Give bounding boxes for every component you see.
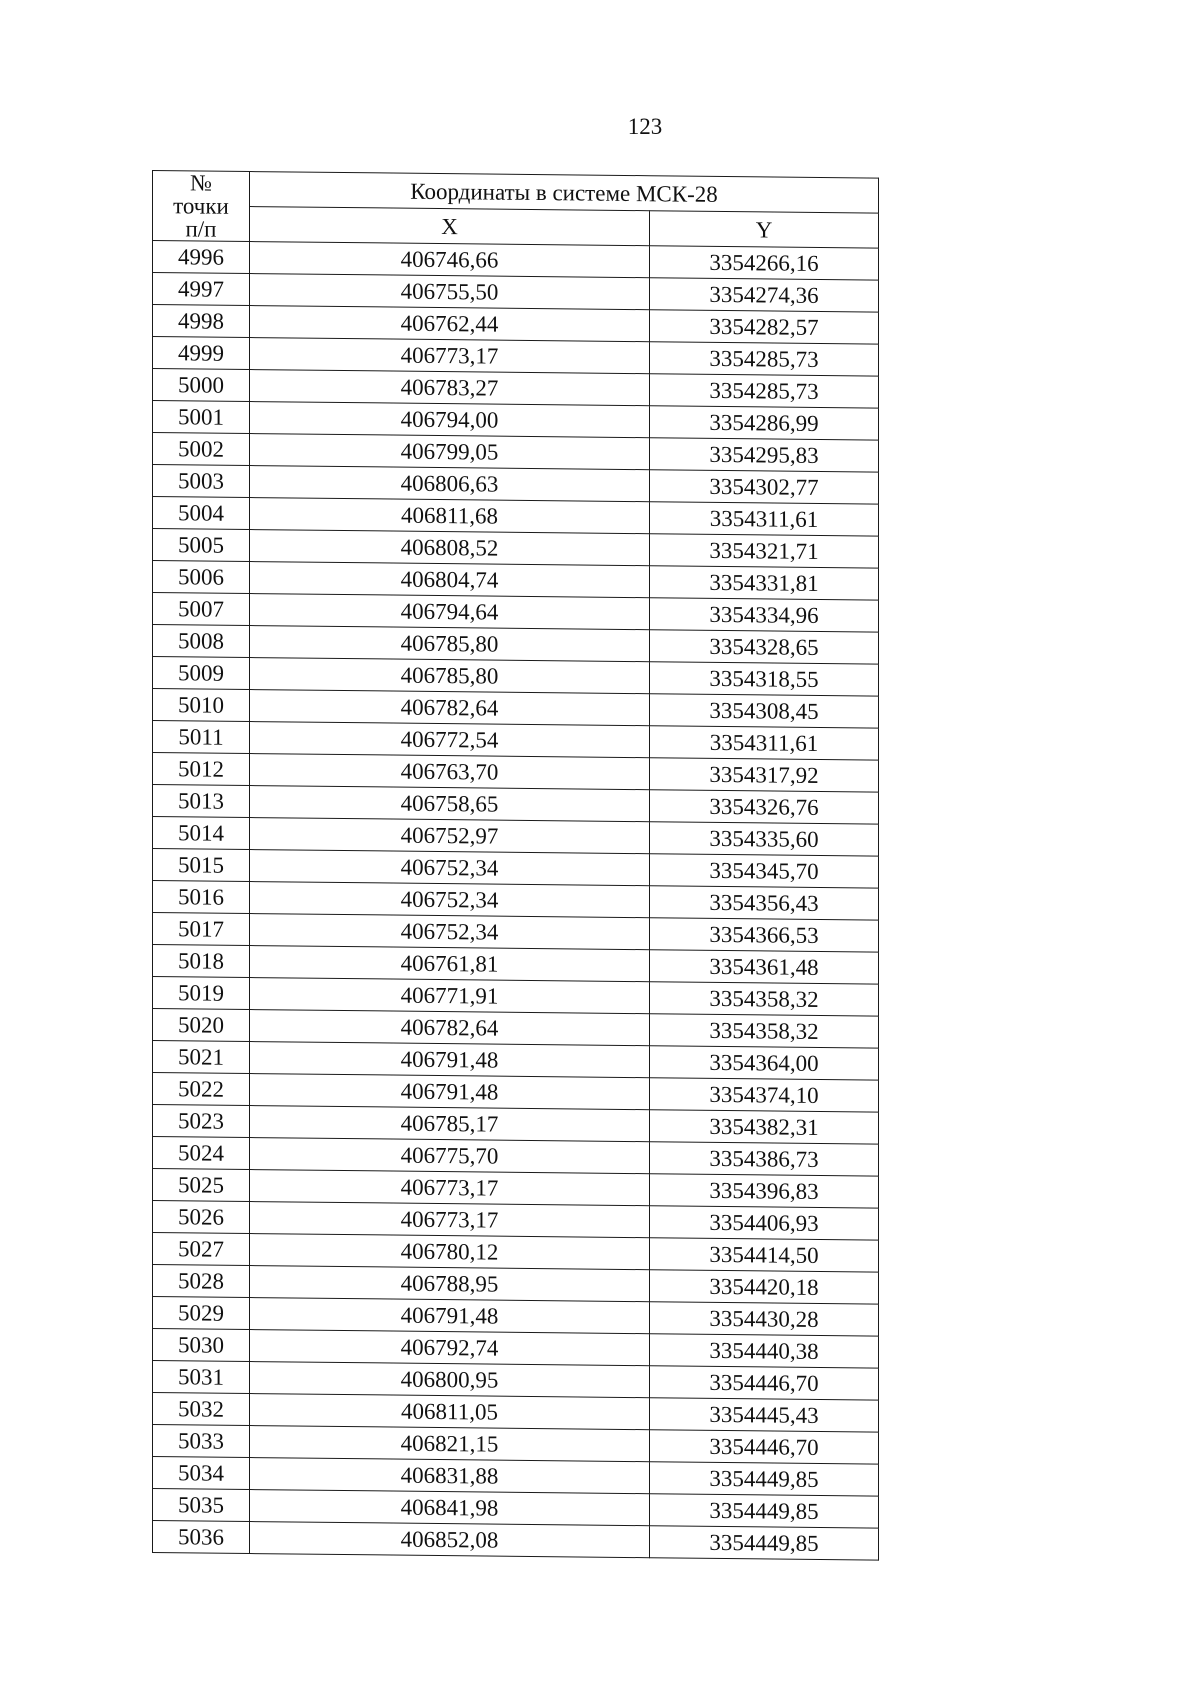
y-coordinate-cell: 3354420,18 — [650, 1270, 879, 1304]
point-number-cell: 5030 — [153, 1329, 250, 1362]
point-number-cell: 5011 — [153, 721, 250, 754]
coordinates-table — [152, 170, 879, 1561]
point-number-cell: 5009 — [153, 657, 250, 690]
point-number-cell: 5035 — [153, 1489, 250, 1522]
point-number-cell: 5032 — [153, 1393, 250, 1426]
point-number-cell: 4996 — [153, 241, 250, 274]
x-coordinate-cell: 406785,17 — [250, 1106, 650, 1142]
y-coordinate-cell: 3354406,93 — [650, 1206, 879, 1240]
y-coordinate-cell: 3354366,53 — [650, 918, 879, 952]
y-coordinate-cell: 3354361,48 — [650, 950, 879, 984]
x-coordinate-cell: 406794,64 — [250, 594, 650, 630]
y-coordinate-cell: 3354345,70 — [650, 854, 879, 888]
x-coordinate-cell: 406763,70 — [250, 754, 650, 790]
point-number-cell: 5017 — [153, 913, 250, 946]
y-coordinate-cell: 3354396,83 — [650, 1174, 879, 1208]
point-number-cell: 5015 — [153, 849, 250, 882]
y-coordinate-cell: 3354449,85 — [650, 1494, 879, 1528]
point-number-cell: 5005 — [153, 529, 250, 562]
y-coordinate-cell: 3354356,43 — [650, 886, 879, 920]
x-coordinate-cell: 406821,15 — [250, 1426, 650, 1462]
point-number-cell: 5028 — [153, 1265, 250, 1298]
y-coordinate-cell: 3354414,50 — [650, 1238, 879, 1272]
point-number-cell: 5014 — [153, 817, 250, 850]
point-number-cell: 5021 — [153, 1041, 250, 1074]
x-coordinate-cell: 406752,34 — [250, 914, 650, 950]
x-coordinate-cell: 406831,88 — [250, 1458, 650, 1494]
header-number-sign: № — [190, 170, 212, 196]
x-coordinate-cell: 406780,12 — [250, 1234, 650, 1270]
point-number-cell: 5018 — [153, 945, 250, 978]
x-coordinate-cell: 406783,27 — [250, 370, 650, 406]
table-row — [153, 1521, 879, 1561]
x-coordinate-cell: 406758,65 — [250, 786, 650, 822]
y-coordinate-cell: 3354358,32 — [650, 1014, 879, 1048]
y-coordinate-cell: 3354334,96 — [650, 598, 879, 632]
point-number-cell: 5013 — [153, 785, 250, 818]
y-coordinate-cell: 3354274,36 — [650, 278, 879, 312]
point-number-cell: 5027 — [153, 1233, 250, 1266]
x-coordinate-cell: 406806,63 — [250, 466, 650, 502]
x-coordinate-cell: 406811,05 — [250, 1394, 650, 1430]
x-coordinate-cell: 406791,48 — [250, 1042, 650, 1078]
y-coordinate-cell: 3354321,71 — [650, 534, 879, 568]
point-number-cell: 5020 — [153, 1009, 250, 1042]
y-coordinate-cell: 3354302,77 — [650, 470, 879, 504]
point-number-cell: 5000 — [153, 369, 250, 402]
point-number-cell: 5031 — [153, 1361, 250, 1394]
point-number-cell: 5034 — [153, 1457, 250, 1490]
x-coordinate-cell: 406773,17 — [250, 338, 650, 374]
x-coordinate-cell: 406799,05 — [250, 434, 650, 470]
x-coordinate-cell: 406755,50 — [250, 274, 650, 310]
x-coordinate-cell: 406762,44 — [250, 306, 650, 342]
x-coordinate-cell: 406782,64 — [250, 1010, 650, 1046]
x-coordinate-cell: 406800,95 — [250, 1362, 650, 1398]
point-number-cell: 5026 — [153, 1201, 250, 1234]
x-coordinate-cell: 406773,17 — [250, 1170, 650, 1206]
y-coordinate-cell: 3354374,10 — [650, 1078, 879, 1112]
y-coordinate-cell: 3354311,61 — [650, 502, 879, 536]
y-coordinate-cell: 3354358,32 — [650, 982, 879, 1016]
y-coordinate-cell: 3354331,81 — [650, 566, 879, 600]
x-coordinate-cell: 406771,91 — [250, 978, 650, 1014]
y-coordinate-cell: 3354364,00 — [650, 1046, 879, 1080]
x-coordinate-cell: 406761,81 — [250, 946, 650, 982]
y-column-header: Y — [650, 211, 879, 248]
x-coordinate-cell: 406841,98 — [250, 1490, 650, 1526]
point-number-cell: 5006 — [153, 561, 250, 594]
y-coordinate-cell: 3354308,45 — [650, 694, 879, 728]
x-column-header: X — [250, 207, 650, 246]
point-number-cell: 5010 — [153, 689, 250, 722]
y-coordinate-cell: 3354311,61 — [650, 726, 879, 760]
x-coordinate-cell: 406782,64 — [250, 690, 650, 726]
x-coordinate-cell: 406788,95 — [250, 1266, 650, 1302]
table-header — [153, 171, 879, 249]
y-coordinate-cell: 3354295,83 — [650, 438, 879, 472]
y-coordinate-cell: 3354446,70 — [650, 1430, 879, 1464]
x-coordinate-cell: 406792,74 — [250, 1330, 650, 1366]
point-number-header — [153, 171, 250, 242]
point-number-cell: 5024 — [153, 1137, 250, 1170]
x-coordinate-cell: 406752,97 — [250, 818, 650, 854]
point-number-cell: 5036 — [153, 1521, 250, 1554]
x-coordinate-cell: 406791,48 — [250, 1298, 650, 1334]
point-number-cell: 5019 — [153, 977, 250, 1010]
header-pp: п/п — [185, 216, 217, 242]
y-coordinate-cell: 3354430,28 — [650, 1302, 879, 1336]
x-coordinate-cell: 406804,74 — [250, 562, 650, 598]
y-coordinate-cell: 3354285,73 — [650, 342, 879, 376]
point-number-cell: 4997 — [153, 273, 250, 306]
x-coordinate-cell: 406852,08 — [250, 1522, 650, 1558]
y-coordinate-cell: 3354328,65 — [650, 630, 879, 664]
point-number-cell: 5004 — [153, 497, 250, 530]
point-number-cell: 5029 — [153, 1297, 250, 1330]
table-body — [153, 241, 879, 1561]
y-coordinate-cell: 3354440,38 — [650, 1334, 879, 1368]
x-coordinate-cell: 406775,70 — [250, 1138, 650, 1174]
point-number-cell: 5023 — [153, 1105, 250, 1138]
y-coordinate-cell: 3354382,31 — [650, 1110, 879, 1144]
y-coordinate-cell: 3354318,55 — [650, 662, 879, 696]
y-coordinate-cell: 3354386,73 — [650, 1142, 879, 1176]
coordinates-system-header: Координаты в системе МСК-28 — [250, 172, 879, 214]
point-number-cell: 5025 — [153, 1169, 250, 1202]
x-coordinate-cell: 406785,80 — [250, 658, 650, 694]
x-coordinate-cell: 406785,80 — [250, 626, 650, 662]
x-coordinate-cell: 406746,66 — [250, 242, 650, 278]
y-coordinate-cell: 3354445,43 — [650, 1398, 879, 1432]
y-coordinate-cell: 3354317,92 — [650, 758, 879, 792]
y-coordinate-cell: 3354285,73 — [650, 374, 879, 408]
x-coordinate-cell: 406794,00 — [250, 402, 650, 438]
x-coordinate-cell: 406752,34 — [250, 850, 650, 886]
y-coordinate-cell: 3354266,16 — [650, 246, 879, 280]
y-coordinate-cell: 3354286,99 — [650, 406, 879, 440]
y-coordinate-cell: 3354449,85 — [650, 1462, 879, 1496]
point-number-cell: 5001 — [153, 401, 250, 434]
header-point-word: точки — [173, 193, 229, 219]
point-number-cell: 5012 — [153, 753, 250, 786]
y-coordinate-cell: 3354326,76 — [650, 790, 879, 824]
y-coordinate-cell: 3354446,70 — [650, 1366, 879, 1400]
y-coordinate-cell: 3354449,85 — [650, 1526, 879, 1560]
point-number-cell: 4998 — [153, 305, 250, 338]
x-coordinate-cell: 406752,34 — [250, 882, 650, 918]
y-coordinate-cell: 3354282,57 — [650, 310, 879, 344]
x-coordinate-cell: 406808,52 — [250, 530, 650, 566]
x-coordinate-cell: 406772,54 — [250, 722, 650, 758]
point-number-cell: 5033 — [153, 1425, 250, 1458]
point-number-cell: 5008 — [153, 625, 250, 658]
point-number-cell: 5002 — [153, 433, 250, 466]
point-number-cell: 5022 — [153, 1073, 250, 1106]
page-number: 123 — [627, 114, 663, 139]
x-coordinate-cell: 406791,48 — [250, 1074, 650, 1110]
y-coordinate-cell: 3354335,60 — [650, 822, 879, 856]
point-number-cell: 4999 — [153, 337, 250, 370]
x-coordinate-cell: 406773,17 — [250, 1202, 650, 1238]
point-number-cell: 5003 — [153, 465, 250, 498]
point-number-cell: 5016 — [153, 881, 250, 914]
x-coordinate-cell: 406811,68 — [250, 498, 650, 534]
point-number-cell: 5007 — [153, 593, 250, 626]
